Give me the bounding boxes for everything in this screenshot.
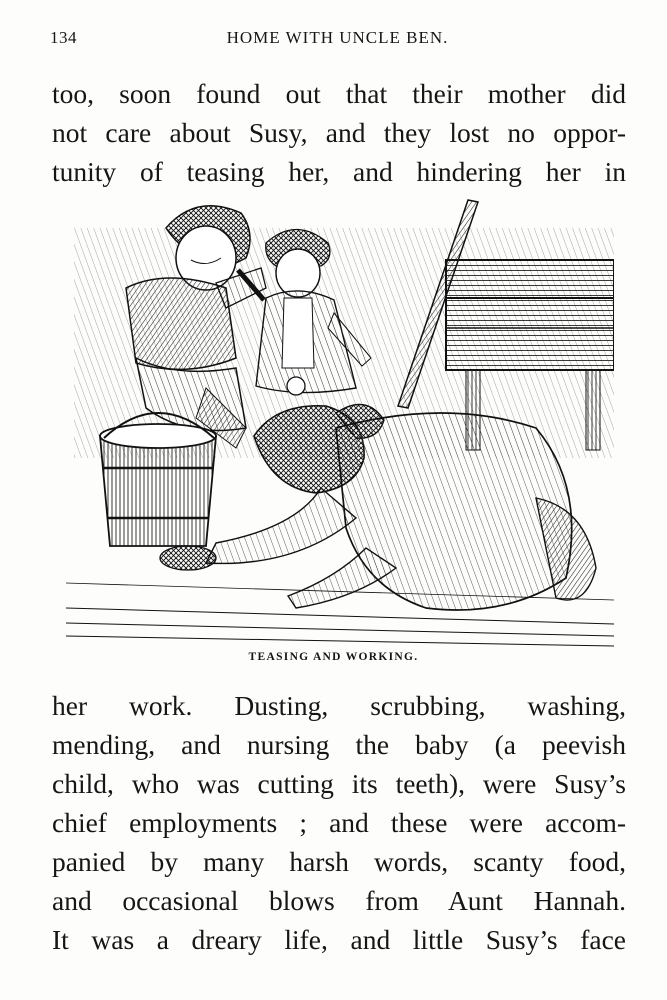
running-title: HOME WITH UNCLE BEN. bbox=[226, 28, 449, 47]
illustration-caption: TEASING AND WORKING. bbox=[248, 651, 419, 663]
page-number: 134 bbox=[50, 28, 77, 47]
text-line: panied by many harsh words, scanty food, bbox=[52, 846, 626, 877]
text-line: too, soon found out that their mother did bbox=[52, 78, 626, 109]
text-line: mending, and nursing the baby (a peevish bbox=[52, 729, 626, 760]
text-line: chief employments ; and these were accom- bbox=[52, 807, 626, 838]
text-line: tunity of teasing her, and hindering her in bbox=[52, 156, 626, 187]
body-text-top bbox=[52, 74, 626, 191]
body-text-bottom bbox=[52, 686, 626, 959]
running-head bbox=[50, 28, 625, 52]
engraving-illustration bbox=[66, 188, 614, 648]
text-line: not care about Susy, and they lost no oppor- bbox=[52, 117, 626, 148]
text-line: It was a dreary life, and little Susy’s face bbox=[52, 924, 626, 955]
text-line: her work. Dusting, scrubbing, washing, bbox=[52, 690, 626, 721]
text-line: and occasional blows from Aunt Hannah. bbox=[52, 885, 626, 916]
text-line: child, who was cutting its teeth), were Susy’s bbox=[52, 768, 626, 799]
